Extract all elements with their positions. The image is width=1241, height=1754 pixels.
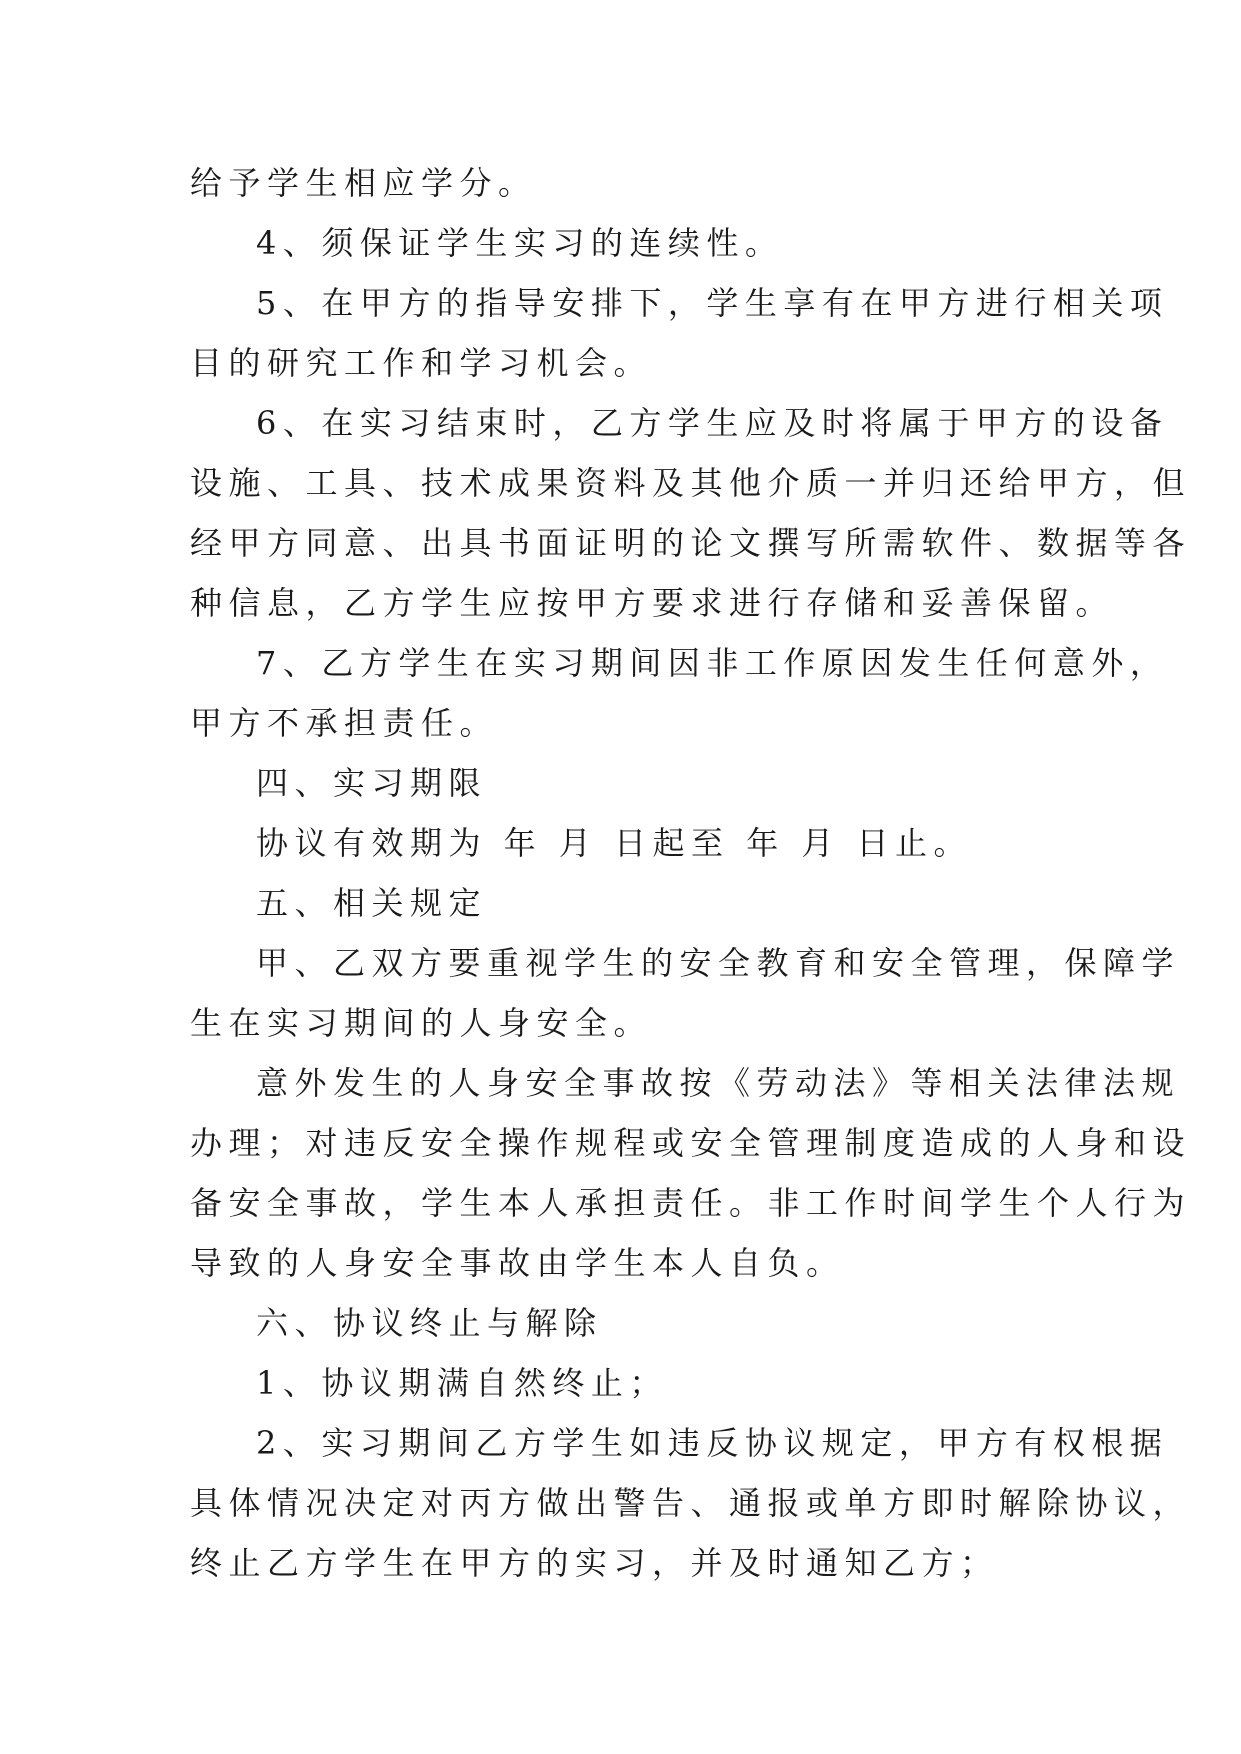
text-line-9: 7、乙方学生在实习期间因非工作原因发生任何意外，	[256, 644, 1169, 682]
text-line-8: 种信息，乙方学生应按甲方要求进行存储和妥善保留。	[190, 584, 1115, 622]
text-line-19: 导致的人身安全事故由学生本人自负。	[190, 1244, 845, 1282]
text-line-18: 备安全事故，学生本人承担责任。非工作时间学生个人行为	[190, 1184, 1192, 1222]
text-line-1: 给予学生相应学分。	[190, 164, 537, 202]
text-line-15: 生在实习期间的人身安全。	[190, 1004, 653, 1042]
text-line-16: 意外发生的人身安全事故按《劳动法》等相关法律法规	[256, 1064, 1181, 1102]
text-line-5: 6、在实习结束时，乙方学生应及时将属于甲方的设备	[256, 404, 1169, 442]
text-line-3: 5、在甲方的指导安排下，学生享有在甲方进行相关项	[256, 284, 1169, 322]
text-line-6: 设施、工具、技术成果资料及其他介质一并归还给甲方，但	[190, 464, 1192, 502]
text-line-10: 甲方不承担责任。	[190, 704, 499, 742]
text-line-7: 经甲方同意、出具书面证明的论文撰写所需软件、数据等各	[190, 524, 1192, 562]
text-line-14: 甲、乙双方要重视学生的安全教育和安全管理，保障学	[256, 944, 1181, 982]
text-line-17: 办理；对违反安全操作规程或安全管理制度造成的人身和设	[190, 1124, 1192, 1162]
text-line-2: 4、须保证学生实习的连续性。	[256, 224, 784, 262]
text-line-21: 1、协议期满自然终止；	[256, 1364, 668, 1402]
text-line-23: 具体情况决定对丙方做出警告、通报或单方即时解除协议，	[190, 1484, 1192, 1522]
term-date-line: 协议有效期为 年 月 日起至 年 月 日止。	[256, 824, 973, 862]
section-heading-regulations: 五、相关规定	[256, 884, 488, 922]
document-body	[190, 153, 1192, 1593]
text-line-24: 终止乙方学生在甲方的实习，并及时通知乙方；	[190, 1544, 999, 1582]
text-line-4: 目的研究工作和学习机会。	[190, 344, 653, 382]
text-line-22: 2、实习期间乙方学生如违反协议规定，甲方有权根据	[256, 1424, 1169, 1462]
section-heading-term: 四、实习期限	[256, 764, 488, 802]
section-heading-termination: 六、协议终止与解除	[256, 1304, 603, 1342]
